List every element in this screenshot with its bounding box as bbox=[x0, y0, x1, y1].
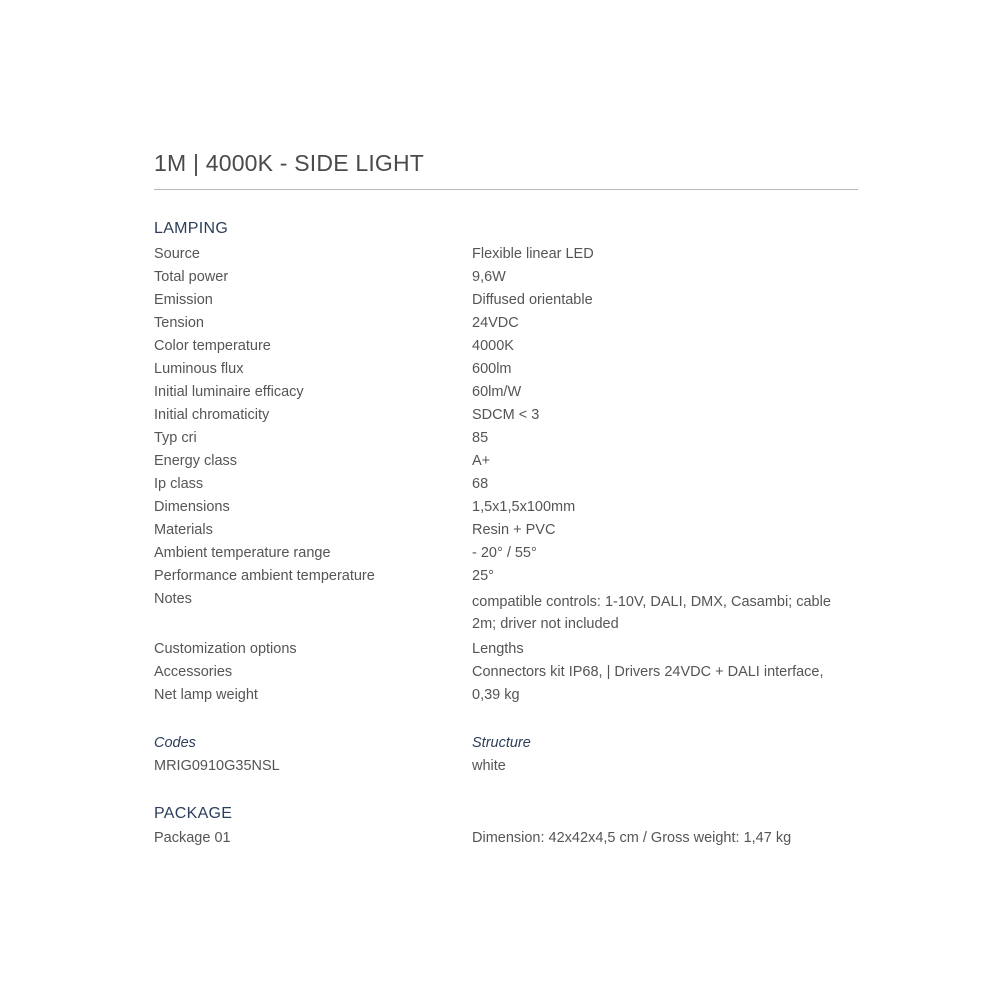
spec-row-source bbox=[154, 243, 858, 266]
page-title: 1M | 4000K - SIDE LIGHT bbox=[154, 150, 425, 176]
spec-label: Ambient temperature range bbox=[154, 545, 331, 561]
spec-label: Initial chromaticity bbox=[154, 407, 270, 423]
spec-label: Net lamp weight bbox=[154, 687, 258, 703]
spec-value: Resin + PVC bbox=[472, 522, 556, 538]
spec-label: Performance ambient temperature bbox=[154, 568, 375, 584]
spec-value: 60lm/W bbox=[472, 384, 522, 400]
spec-value: Connectors kit IP68, | Drivers 24VDC + DALI interface, bbox=[472, 664, 824, 680]
lamping-spec-list bbox=[154, 243, 858, 707]
spec-value: SDCM < 3 bbox=[472, 407, 540, 423]
spec-value: Flexible linear LED bbox=[472, 246, 594, 262]
spec-value: Lengths bbox=[472, 641, 524, 657]
spec-row-net-weight bbox=[154, 684, 858, 707]
spec-value: A+ bbox=[472, 453, 491, 469]
spec-row-materials bbox=[154, 519, 858, 542]
package-name: Package 01 bbox=[154, 830, 231, 846]
spec-row-accessories bbox=[154, 661, 858, 684]
codes-label: Codes bbox=[154, 735, 196, 751]
spec-label: Luminous flux bbox=[154, 361, 244, 377]
lamping-heading: LAMPING bbox=[154, 220, 229, 237]
spec-label: Accessories bbox=[154, 664, 233, 680]
spec-value: - 20° / 55° bbox=[472, 545, 537, 561]
spec-label: Emission bbox=[154, 292, 213, 308]
spec-row-luminous-flux bbox=[154, 358, 858, 381]
spec-label: Dimensions bbox=[154, 499, 230, 515]
spec-row-color-temperature bbox=[154, 335, 858, 358]
spec-value: 4000K bbox=[472, 338, 514, 354]
spec-label: Typ cri bbox=[154, 430, 197, 446]
spec-row-dimensions bbox=[154, 496, 858, 519]
spec-row-notes bbox=[154, 588, 858, 638]
structure-value: white bbox=[472, 758, 506, 774]
spec-row-tension bbox=[154, 312, 858, 335]
spec-label: Initial luminaire efficacy bbox=[154, 384, 304, 400]
spec-value: 600lm bbox=[472, 361, 512, 377]
spec-value: compatible controls: 1-10V, DALI, DMX, Casambi; cable 2m; driver not included bbox=[472, 594, 831, 632]
package-details: Dimension: 42x42x4,5 cm / Gross weight: 1,47 kg bbox=[472, 830, 792, 846]
spec-row-total-power bbox=[154, 266, 858, 289]
spec-label: Energy class bbox=[154, 453, 238, 469]
spec-label: Ip class bbox=[154, 476, 204, 492]
spec-value: 9,6W bbox=[472, 269, 506, 285]
spec-label: Color temperature bbox=[154, 338, 271, 354]
spec-row-typ-cri bbox=[154, 427, 858, 450]
spec-label: Customization options bbox=[154, 641, 297, 657]
spec-row-ambient-temperature bbox=[154, 542, 858, 565]
spec-row-chromaticity bbox=[154, 404, 858, 427]
spec-value: 24VDC bbox=[472, 315, 519, 331]
spec-value: 1,5x1,5x100mm bbox=[472, 499, 576, 515]
spec-row-ip-class bbox=[154, 473, 858, 496]
spec-value: 68 bbox=[472, 476, 489, 492]
structure-label: Structure bbox=[472, 735, 531, 751]
spec-row-emission bbox=[154, 289, 858, 312]
spec-row-performance-temperature bbox=[154, 565, 858, 588]
spec-row-energy-class bbox=[154, 450, 858, 473]
package-heading: PACKAGE bbox=[154, 805, 233, 822]
spec-row-efficacy bbox=[154, 381, 858, 404]
spec-label: Total power bbox=[154, 269, 229, 285]
spec-label: Source bbox=[154, 246, 200, 262]
spec-value: Diffused orientable bbox=[472, 292, 593, 308]
spec-label: Materials bbox=[154, 522, 213, 538]
title-divider bbox=[154, 189, 858, 190]
codes-value: MRIG0910G35NSL bbox=[154, 758, 280, 774]
spec-value: 85 bbox=[472, 430, 489, 446]
spec-row-customization bbox=[154, 638, 858, 661]
spec-label: Tension bbox=[154, 315, 204, 331]
spec-label: Notes bbox=[154, 591, 192, 607]
spec-value: 25° bbox=[472, 568, 494, 584]
spec-value: 0,39 kg bbox=[472, 687, 520, 703]
